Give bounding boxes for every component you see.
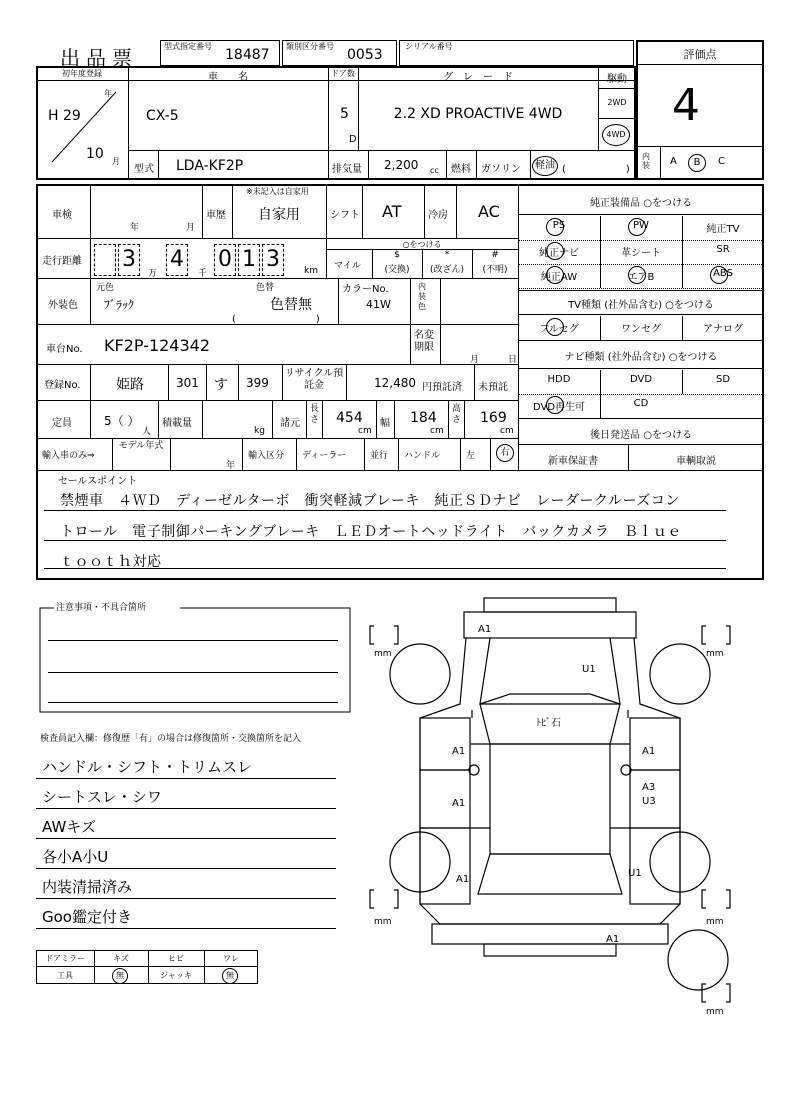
inspector-note-line: AWキズ	[42, 818, 96, 836]
equipment-item: ABS	[713, 268, 733, 279]
mark-left-front-door: A1	[452, 746, 466, 757]
mark-right-rear-door-1: A3	[642, 782, 656, 793]
car-name-label: 車 名	[208, 72, 248, 83]
capacity-unit: 人	[142, 427, 152, 437]
equipment-item: DVD再生可	[532, 402, 586, 413]
mm-rear-left: mm	[374, 917, 392, 927]
delivery-manual: 車輌取説	[676, 456, 716, 467]
mileage-dollar: $	[394, 250, 400, 260]
mileage-mark-label: ○をつける	[402, 240, 442, 249]
mileage-label: 走行距離	[42, 256, 82, 267]
repaint-value: 色替無	[270, 297, 312, 313]
grade-value: 2.2 XD PROACTIVE 4WD	[393, 106, 563, 122]
shift-value: AT	[382, 202, 402, 221]
plate-class: 301	[176, 376, 199, 390]
height-label: 高さ	[452, 404, 462, 425]
car-damage-diagram	[360, 594, 780, 1024]
score-label: 評価点	[683, 48, 717, 61]
equipment-circle-mark	[546, 266, 564, 284]
delivery-title: 後日発送品 ○をつける	[590, 430, 692, 441]
equipment-item: PW	[633, 220, 649, 231]
handle-left: 左	[466, 451, 476, 461]
orig-color-value: ﾌﾞﾗｯｸ	[104, 298, 135, 312]
odometer-digit: 1	[238, 244, 260, 276]
equipment-item: 革シート	[621, 248, 661, 259]
model-value: LDA-KF2P	[176, 158, 244, 174]
mileage-hash-sub: (不明)	[482, 265, 508, 275]
interior-grade-a: A	[670, 156, 677, 167]
equipment-item: 純正AW	[540, 272, 578, 283]
mm-rear-right: mm	[706, 917, 724, 927]
car-name: CX-5	[146, 108, 179, 124]
odometer-digit: 3	[262, 244, 284, 276]
plate-label: 登録No.	[44, 380, 81, 391]
ac-label: 冷房	[428, 210, 448, 221]
color-label: 外装色	[48, 300, 78, 311]
fuel-diesel: 軽油	[532, 156, 558, 176]
equipment-item: アナログ	[703, 324, 743, 335]
class-code-value: 0053	[347, 47, 383, 63]
tv-title: TV種類 (社外品含む) ○をつける	[568, 300, 714, 311]
equipment-item: 純正TV	[706, 224, 740, 235]
drive-2wd: 2WD	[607, 98, 627, 107]
jack-label: ジャッキ	[160, 971, 192, 980]
handle-label: ハンドル	[404, 451, 441, 461]
mileage-hash: #	[491, 250, 499, 260]
width-value: 184	[410, 410, 437, 426]
equipment-circle-mark	[710, 266, 728, 284]
plate-kana: す	[214, 377, 228, 393]
ac-value: AC	[478, 202, 500, 221]
drive-label: 駆動	[607, 74, 627, 85]
height-value: 169	[480, 410, 507, 426]
mirror-scratch: キズ	[113, 954, 129, 963]
delivery-warranty: 新車保証書	[548, 456, 598, 467]
inspection-year-unit: 年	[130, 223, 140, 233]
equipment-circle-mark	[628, 218, 646, 236]
mirror-break: ワレ	[223, 954, 239, 963]
history-note: ※未記入は自家用	[246, 187, 309, 196]
displacement-unit: cc	[430, 166, 439, 175]
mileage-km-unit: km	[304, 266, 318, 276]
class-code-label: 類別区分番号	[286, 42, 334, 51]
capacity-value: 5（ ）	[104, 414, 140, 428]
handle-right: 右	[496, 444, 514, 462]
mileage-mile: マイル	[334, 261, 361, 271]
equipment-item: 純正ナビ	[539, 248, 579, 259]
odometer-digit: 4	[166, 244, 188, 276]
import-dealer: ディーラー	[302, 451, 347, 461]
mark-right-front-door: A1	[642, 746, 656, 757]
drive-4wd: 4WD	[602, 124, 630, 146]
sales-line-1: 禁煙車 ４ＷＤ ディーゼルターボ 衝突軽減ブレーキ 純正ＳＤナビ レーダークルーズコン	[60, 493, 680, 509]
odometer-digit-empty	[94, 244, 116, 276]
chassis-label: 車台No.	[46, 344, 83, 355]
width-label: 幅	[380, 418, 390, 429]
doors-suffix: D	[349, 134, 357, 145]
name-change-label: 名変期限	[414, 330, 434, 353]
score-value: 4	[672, 80, 700, 131]
inspector-note-line: ハンドル・シフト・トリムスレ	[42, 758, 253, 776]
load-unit: kg	[254, 426, 265, 436]
repaint-label: 色替	[256, 283, 275, 293]
equipment-circle-mark	[546, 218, 564, 236]
fuel-gasoline: ガソリン	[481, 164, 521, 175]
notes-label: 注意事項・不具合箇所	[56, 603, 147, 613]
load-label: 積載量	[162, 418, 192, 429]
inspector-note-line: Goo鑑定付き	[42, 908, 132, 926]
equipment-item: エアB	[627, 272, 655, 283]
model-label: 型式	[134, 164, 154, 175]
height-unit: cm	[500, 426, 514, 436]
inspector-note-line: 内装清掃済み	[42, 878, 133, 896]
odometer-digit: 0	[214, 244, 236, 276]
length-label: 長さ	[310, 404, 320, 425]
spec-label: 諸元	[280, 418, 300, 429]
capacity-label: 定員	[52, 418, 72, 429]
mileage-dollar-sub: (交換)	[384, 265, 410, 275]
interior-grade-b: B	[688, 154, 706, 172]
first-reg-year-unit: 年	[104, 89, 112, 98]
tools-value: 無	[112, 968, 128, 984]
navi-title: ナビ種類 (社外品含む) ○をつける	[564, 352, 718, 363]
diagonal-slash	[46, 88, 122, 168]
equipment-item: CD	[633, 398, 649, 409]
sales-point-label: セールスポイント	[58, 476, 138, 487]
serial-label: シリアル番号	[405, 42, 453, 51]
door-mirror-label: ドアミラー	[45, 954, 85, 963]
first-reg-era: H 29	[48, 108, 81, 124]
recycle-status: 未預託	[478, 382, 508, 393]
length-value: 454	[336, 410, 363, 426]
type-code-box	[160, 40, 280, 66]
sales-line-3: ｔｏｏｔｈ対応	[60, 554, 162, 570]
equipment-item: ワンセグ	[621, 324, 661, 335]
model-year-label: モデル年式	[118, 441, 164, 451]
width-unit: cm	[430, 426, 444, 436]
grade-label: グ レ ー ド	[443, 72, 513, 83]
recycle-unit: 円預託済	[422, 382, 462, 393]
mark-right-rear-door-2: U3	[642, 796, 656, 807]
mark-right-quarter: U1	[628, 868, 642, 879]
colorno-label: カラーNo.	[342, 284, 389, 295]
import-parallel: 並行	[370, 451, 389, 461]
import-class-label: 輸入区分	[248, 451, 285, 461]
mark-rear-bumper: A1	[606, 934, 620, 945]
shift-label: シフト	[330, 210, 360, 221]
displacement-label: 排気量	[332, 164, 362, 175]
mileage-star-sub: (改ざん)	[429, 265, 465, 275]
mark-left-quarter: A1	[456, 874, 470, 885]
import-label: 輸入車のみ⇒	[42, 451, 95, 461]
type-code-value: 18487	[225, 47, 270, 63]
fuel-label: 燃料	[451, 164, 471, 175]
mm-front-left: mm	[374, 649, 392, 659]
length-unit: cm	[358, 426, 372, 436]
equipment-item: PS	[552, 220, 566, 231]
history-label: 車歴	[206, 210, 226, 221]
mm-front-right: mm	[706, 649, 724, 659]
doors-value: 5	[340, 106, 349, 122]
mm-spare: mm	[706, 1007, 724, 1017]
serial-box	[399, 40, 634, 66]
fuel-other: ( )	[562, 164, 630, 175]
sales-line-2: トロール 電子制御パーキングブレーキ ＬＥＤオートヘッドライト バックカメラ Ｂｌｕｅ	[60, 524, 682, 540]
chassis-value: KF2P-124342	[104, 336, 211, 355]
interior-color-label: 内装色	[418, 282, 426, 311]
inspector-label: 検査員記入欄：修復歴「有」の場合は修復箇所・交換箇所を記入	[40, 734, 302, 744]
equipment-item: SD	[715, 374, 731, 385]
plate-number: 399	[246, 376, 269, 390]
page-title: 出品票	[60, 46, 138, 70]
first-reg-month: 10	[86, 146, 104, 162]
equipment-circle-mark	[546, 318, 564, 336]
mark-front-bumper: A1	[478, 624, 492, 635]
plate-city: 姫路	[116, 377, 144, 393]
equipment-circle-mark	[628, 266, 646, 284]
colorno-value: 41W	[366, 298, 391, 311]
equipment-item: DVD	[629, 374, 653, 385]
equipment-item: SR	[716, 244, 730, 255]
inspection-month-unit: 月	[186, 223, 196, 233]
recycle-value: 12,480	[374, 376, 416, 390]
equipment-item: フルセグ	[539, 324, 579, 335]
equipment-circle-mark	[546, 242, 564, 260]
first-reg-label: 初年度登録	[62, 69, 102, 78]
name-change-month: 月	[470, 355, 480, 365]
jack-value: 無	[222, 968, 238, 984]
mark-left-rear-door: A1	[452, 798, 466, 809]
doors-label: ドア数	[331, 69, 355, 78]
mark-windshield: ﾄﾋﾞ石	[536, 718, 561, 729]
equipment-circle-mark	[546, 396, 564, 414]
mirror-crack: ヒビ	[168, 954, 184, 963]
model-year-unit: 年	[226, 461, 236, 471]
inspector-note-line: シートスレ・シワ	[42, 788, 162, 806]
mileage-star: *	[444, 250, 450, 260]
mileage-sen-unit: 千	[198, 269, 208, 279]
repaint-paren: ( )	[232, 314, 320, 325]
displacement-value: 2,200	[384, 158, 419, 172]
mileage-man-unit: 万	[148, 269, 158, 279]
equipment-title: 純正装備品 ○をつける	[590, 198, 692, 209]
interior-grade-label: 内装	[642, 152, 650, 170]
history-value: 自家用	[258, 207, 300, 223]
inspector-note-line: 各小A小U	[42, 848, 109, 866]
first-reg-month-unit: 月	[112, 157, 120, 166]
recycle-label: リサイクル預託金	[284, 368, 344, 391]
tools-label: 工具	[57, 971, 73, 980]
interior-grade-c: C	[718, 156, 725, 167]
mark-hood: U1	[582, 664, 596, 675]
odometer-digit: 3	[118, 244, 140, 276]
type-code-label: 型式指定番号	[164, 42, 212, 51]
equipment-item: HDD	[547, 374, 571, 385]
inspection-label: 車検	[52, 210, 72, 221]
class-code-box	[282, 40, 397, 66]
orig-color-label: 元色	[96, 283, 115, 293]
